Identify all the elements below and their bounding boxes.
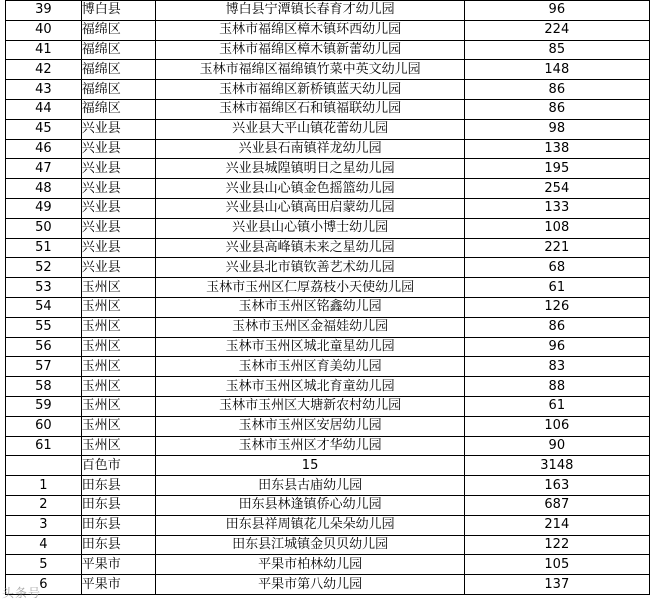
table-row — [6, 99, 650, 119]
count-cell: 96 — [464, 337, 649, 357]
county-cell: 平果市 — [81, 555, 156, 575]
table-row — [6, 179, 650, 199]
count-cell: 105 — [464, 555, 649, 575]
count-cell: 61 — [464, 278, 649, 298]
table-row — [6, 1, 650, 21]
row-index: 39 — [6, 1, 82, 21]
table-row — [6, 198, 650, 218]
table-row — [6, 495, 650, 515]
table-row — [6, 238, 650, 258]
kindergarten-name-cell: 玉林市福绵区石和镇福联幼儿园 — [156, 99, 464, 119]
count-cell: 126 — [464, 297, 649, 317]
county-cell: 田东县 — [81, 535, 156, 555]
county-cell: 福绵区 — [81, 80, 156, 100]
count-cell: 148 — [464, 60, 649, 80]
count-cell: 90 — [464, 436, 649, 456]
count-cell: 138 — [464, 139, 649, 159]
row-index: 55 — [6, 317, 82, 337]
count-cell: 86 — [464, 317, 649, 337]
kindergarten-name-cell: 玉林市玉州区仁厚荔枝小天使幼儿园 — [156, 278, 464, 298]
kindergarten-name-cell: 玉林市玉州区才华幼儿园 — [156, 436, 464, 456]
table-row — [6, 139, 650, 159]
county-cell: 玉州区 — [81, 416, 156, 436]
county-cell: 兴业县 — [81, 238, 156, 258]
kindergarten-name-cell: 田东县祥周镇花儿朵朵幼儿园 — [156, 515, 464, 535]
county-cell: 兴业县 — [81, 258, 156, 278]
row-index: 59 — [6, 396, 82, 416]
kindergarten-name-cell: 兴业县大平山镇花蕾幼儿园 — [156, 119, 464, 139]
kindergarten-name-cell: 平果市第八幼儿园 — [156, 575, 464, 595]
count-cell: 98 — [464, 119, 649, 139]
row-index: 3 — [6, 515, 82, 535]
kindergarten-name-cell: 玉林市福绵区樟木镇环西幼儿园 — [156, 20, 464, 40]
count-cell: 122 — [464, 535, 649, 555]
kindergarten-name-cell: 15 — [156, 456, 464, 476]
county-cell: 兴业县 — [81, 139, 156, 159]
kindergarten-name-cell: 玉林市玉州区育美幼儿园 — [156, 357, 464, 377]
table-row — [6, 60, 650, 80]
table-row — [6, 456, 650, 476]
kindergarten-table — [5, 0, 650, 595]
county-cell: 玉州区 — [81, 297, 156, 317]
watermark: 头条号 — [2, 586, 42, 600]
county-cell: 博白县 — [81, 1, 156, 21]
table-row — [6, 159, 650, 179]
count-cell: 68 — [464, 258, 649, 278]
count-cell: 83 — [464, 357, 649, 377]
kindergarten-name-cell: 兴业县北市镇钦善艺术幼儿园 — [156, 258, 464, 278]
table-row — [6, 555, 650, 575]
row-index: 61 — [6, 436, 82, 456]
table-row — [6, 278, 650, 298]
county-cell: 平果市 — [81, 575, 156, 595]
kindergarten-name-cell: 平果市柏林幼儿园 — [156, 555, 464, 575]
row-index: 41 — [6, 40, 82, 60]
row-index: 53 — [6, 278, 82, 298]
kindergarten-name-cell: 玉林市福绵区新桥镇蓝天幼儿园 — [156, 80, 464, 100]
count-cell: 221 — [464, 238, 649, 258]
count-cell: 133 — [464, 198, 649, 218]
count-cell: 88 — [464, 377, 649, 397]
county-cell: 兴业县 — [81, 159, 156, 179]
row-index: 51 — [6, 238, 82, 258]
county-cell: 田东县 — [81, 476, 156, 496]
row-index: 46 — [6, 139, 82, 159]
row-index — [6, 456, 82, 476]
row-index: 49 — [6, 198, 82, 218]
county-cell: 福绵区 — [81, 40, 156, 60]
count-cell: 214 — [464, 515, 649, 535]
kindergarten-name-cell: 田东县林逢镇侨心幼儿园 — [156, 495, 464, 515]
table-row — [6, 515, 650, 535]
kindergarten-name-cell: 兴业县山心镇高田启蒙幼儿园 — [156, 198, 464, 218]
county-cell: 福绵区 — [81, 60, 156, 80]
kindergarten-name-cell: 田东县江城镇金贝贝幼儿园 — [156, 535, 464, 555]
kindergarten-name-cell: 博白县宁潭镇长春育才幼儿园 — [156, 1, 464, 21]
count-cell: 106 — [464, 416, 649, 436]
table-row — [6, 297, 650, 317]
row-index: 6 — [6, 575, 82, 595]
kindergarten-name-cell: 玉林市玉州区安居幼儿园 — [156, 416, 464, 436]
kindergarten-name-cell: 玉林市福绵区樟木镇新蕾幼儿园 — [156, 40, 464, 60]
kindergarten-name-cell: 兴业县山心镇金色摇篮幼儿园 — [156, 179, 464, 199]
county-cell: 玉州区 — [81, 278, 156, 298]
row-index: 57 — [6, 357, 82, 377]
row-index: 56 — [6, 337, 82, 357]
county-cell: 福绵区 — [81, 99, 156, 119]
kindergarten-name-cell: 玉林市玉州区大塘新农村幼儿园 — [156, 396, 464, 416]
table-row — [6, 357, 650, 377]
table-row — [6, 396, 650, 416]
table-body — [6, 1, 650, 595]
row-index: 54 — [6, 297, 82, 317]
table-row — [6, 377, 650, 397]
county-cell: 兴业县 — [81, 179, 156, 199]
county-cell: 玉州区 — [81, 396, 156, 416]
row-index: 48 — [6, 179, 82, 199]
row-index: 4 — [6, 535, 82, 555]
kindergarten-name-cell: 玉林市玉州区城北育童幼儿园 — [156, 377, 464, 397]
row-index: 52 — [6, 258, 82, 278]
count-cell: 61 — [464, 396, 649, 416]
row-index: 5 — [6, 555, 82, 575]
county-cell: 玉州区 — [81, 357, 156, 377]
kindergarten-name-cell: 兴业县高峰镇未来之星幼儿园 — [156, 238, 464, 258]
county-cell: 玉州区 — [81, 377, 156, 397]
kindergarten-name-cell: 兴业县城隍镇明日之星幼儿园 — [156, 159, 464, 179]
row-index: 2 — [6, 495, 82, 515]
count-cell: 108 — [464, 218, 649, 238]
table-row — [6, 575, 650, 595]
table-row — [6, 476, 650, 496]
table-row — [6, 317, 650, 337]
count-cell: 687 — [464, 495, 649, 515]
count-cell: 85 — [464, 40, 649, 60]
kindergarten-name-cell: 玉林市玉州区城北童星幼儿园 — [156, 337, 464, 357]
row-index: 50 — [6, 218, 82, 238]
table-row — [6, 119, 650, 139]
row-index: 40 — [6, 20, 82, 40]
count-cell: 137 — [464, 575, 649, 595]
row-index: 1 — [6, 476, 82, 496]
county-cell: 兴业县 — [81, 198, 156, 218]
count-cell: 163 — [464, 476, 649, 496]
table-row — [6, 20, 650, 40]
kindergarten-name-cell: 兴业县山心镇小博士幼儿园 — [156, 218, 464, 238]
kindergarten-name-cell: 玉林市玉州区铭鑫幼儿园 — [156, 297, 464, 317]
row-index: 43 — [6, 80, 82, 100]
table-row — [6, 80, 650, 100]
row-index: 58 — [6, 377, 82, 397]
county-cell: 玉州区 — [81, 337, 156, 357]
county-cell: 百色市 — [81, 456, 156, 476]
kindergarten-name-cell: 兴业县石南镇祥龙幼儿园 — [156, 139, 464, 159]
row-index: 44 — [6, 99, 82, 119]
county-cell: 田东县 — [81, 515, 156, 535]
county-cell: 兴业县 — [81, 218, 156, 238]
table-row — [6, 436, 650, 456]
row-index: 47 — [6, 159, 82, 179]
count-cell: 96 — [464, 1, 649, 21]
kindergarten-name-cell: 田东县古庙幼儿园 — [156, 476, 464, 496]
table-row — [6, 337, 650, 357]
county-cell: 玉州区 — [81, 317, 156, 337]
table-row — [6, 40, 650, 60]
county-cell: 玉州区 — [81, 436, 156, 456]
row-index: 60 — [6, 416, 82, 436]
count-cell: 254 — [464, 179, 649, 199]
table-row — [6, 535, 650, 555]
count-cell: 86 — [464, 99, 649, 119]
county-cell: 兴业县 — [81, 119, 156, 139]
county-cell: 田东县 — [81, 495, 156, 515]
table-row — [6, 218, 650, 238]
table-row — [6, 258, 650, 278]
count-cell: 224 — [464, 20, 649, 40]
kindergarten-name-cell: 玉林市福绵区福绵镇竹菜中英文幼儿园 — [156, 60, 464, 80]
kindergarten-name-cell: 玉林市玉州区金福娃幼儿园 — [156, 317, 464, 337]
row-index: 42 — [6, 60, 82, 80]
count-cell: 3148 — [464, 456, 649, 476]
county-cell: 福绵区 — [81, 20, 156, 40]
row-index: 45 — [6, 119, 82, 139]
count-cell: 195 — [464, 159, 649, 179]
count-cell: 86 — [464, 80, 649, 100]
table-row — [6, 416, 650, 436]
